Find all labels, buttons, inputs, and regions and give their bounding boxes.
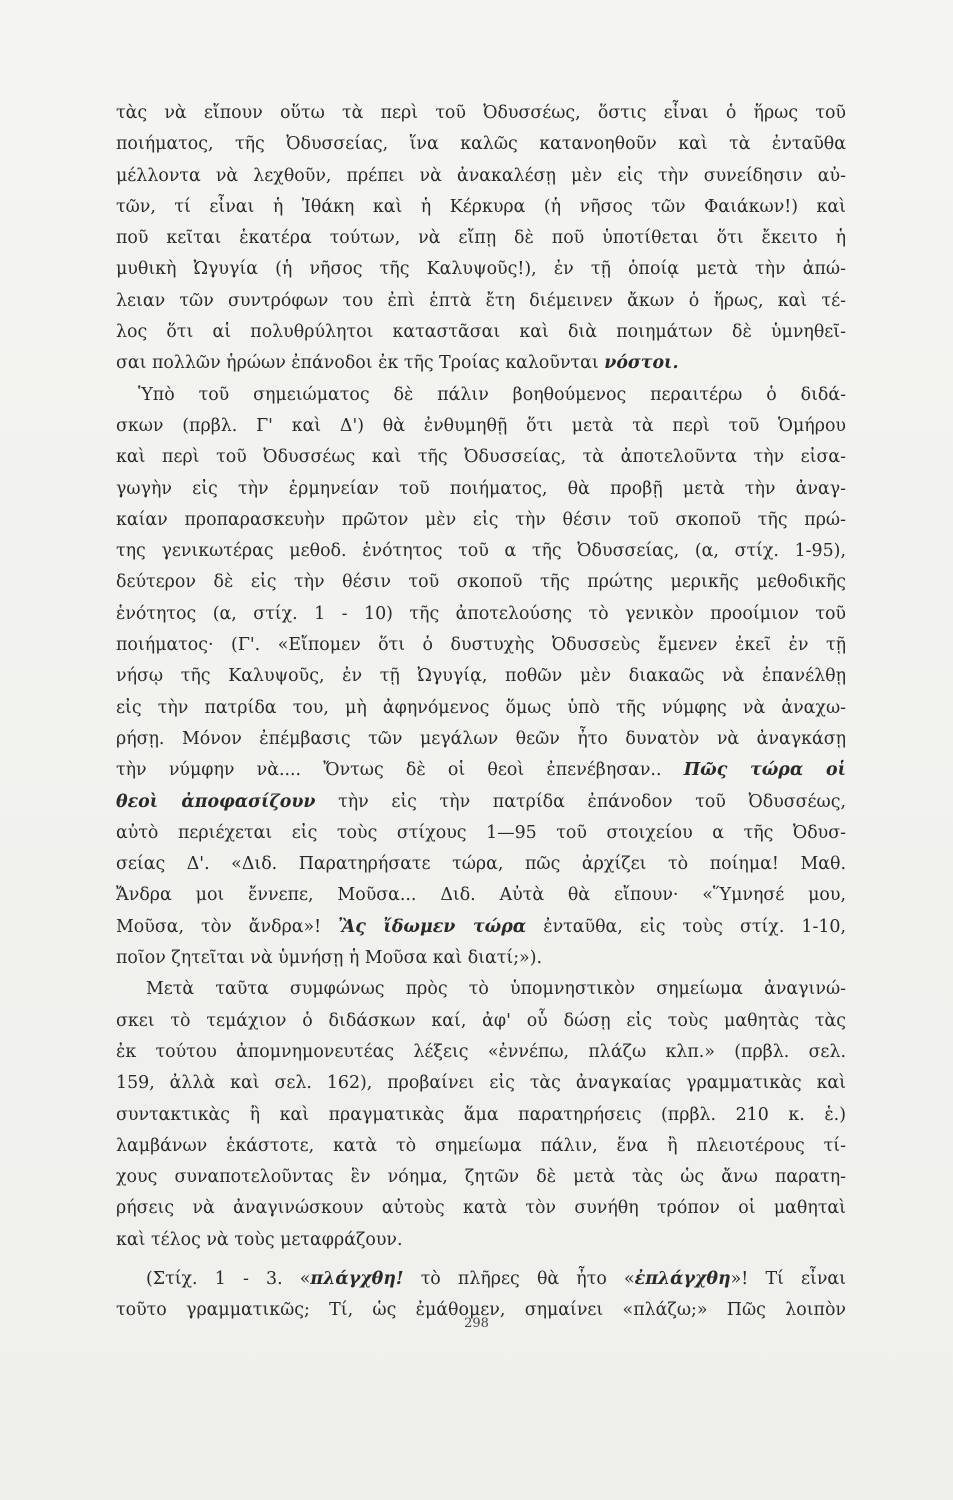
- text-line: μυθικὴ Ὠγυγία (ἡ νῆσος τῆς Καλυψοῦς!), ἐν τῇ ὁποίᾳ μετὰ τὴν ἀπώ-: [116, 259, 846, 280]
- text-line: τὰς νὰ εἴπουν οὕτω τὰ περὶ τοῦ Ὀδυσσέως, ὅστις εἶναι ὁ ἥρως τοῦ: [116, 103, 846, 123]
- emphasis-idomen: Ἂς ἴδωμεν τώρα: [338, 916, 527, 937]
- text-line: δεύτερον δὲ εἰς τὴν θέσιν τοῦ σκοποῦ τῆς πρώτης μερικῆς μεθοδικῆς: [116, 572, 846, 593]
- text-line: σείας Δ'. «Διδ. Παρατηρήσατε τώρα, πῶς ἀρχίζει τὸ ποίημα! Μαθ.: [116, 854, 846, 875]
- text-line: ρήσῃ. Μόνον ἐπέμβασις τῶν μεγάλων θεῶν ἦτο δυνατὸν νὰ ἀναγκάσῃ: [116, 728, 846, 749]
- text-line: της γενικωτέρας μεθοδ. ἑνότητος τοῦ α τῆς Ὀδυσσείας, (α, στίχ. 1-95),: [116, 541, 846, 562]
- text-line: ἑνότητος (α, στίχ. 1 - 10) τῆς ἀποτελούσης τὸ γενικὸν προοίμιον τοῦ: [116, 603, 846, 624]
- text-line: καίαν προπαρασκευὴν πρῶτον μὲν εἰς τὴν θέσιν τοῦ σκοποῦ τῆς πρώ-: [116, 509, 846, 530]
- text-line: αὐτὸ περιέχεται εἰς τοὺς στίχους 1—95 τοῦ στοιχείου α τῆς Ὀδυσ-: [116, 822, 846, 843]
- text-line: λειαν τῶν συντρόφων του ἐπὶ ἑπτὰ ἔτη διέμεινεν ἄκων ὁ ἥρως, καὶ τέ-: [116, 290, 846, 311]
- text-line: συντακτικὰς ἢ καὶ πραγματικὰς ἅμα παρατηρήσεις (πρβλ. 210 κ. ἑ.): [116, 1104, 846, 1125]
- paragraph-gap: [116, 1256, 846, 1264]
- emphasis-eplangthe: ἐπλάγχθη: [634, 1268, 731, 1289]
- text-line: λαμβάνων ἑκάστοτε, κατὰ τὸ σημείωμα πάλιν, ἕνα ἢ πλειοτέρους τί-: [116, 1135, 846, 1156]
- text-line: ποιήματος· (Γ'. «Εἴπομεν ὅτι ὁ δυστυχὴς Ὀδυσσεὺς ἔμενεν ἐκεῖ ἐν τῇ: [116, 635, 846, 656]
- text-line: τὴν νύμφην νὰ.... Ὄντως δὲ οἱ θεοὶ ἐπενέβησαν.. Πῶς τώρα οἱ: [116, 760, 846, 781]
- text-line: ποῖον ζητεῖται νὰ ὑμνήσῃ ἡ Μοῦσα καὶ διατί;»).: [116, 948, 543, 969]
- text-line: σκει τὸ τεμάχιον ὁ διδάσκων καί, ἀφ' οὗ δώσῃ εἰς τοὺς μαθητὰς τὰς: [116, 1010, 846, 1031]
- emphasis-theoi: θεοὶ ἀποφασίζουν: [116, 791, 316, 812]
- paragraph-start: (Στίχ. 1 - 3. «πλάγχθη! τὸ πλῆρες θὰ ἦτο «ἐπλάγχθη»! Τί εἶναι: [146, 1268, 846, 1289]
- page-number: 298: [464, 1316, 489, 1331]
- text-line: τῶν, τί εἶναι ἡ Ἰθάκη καὶ ἡ Κέρκυρα (ἡ νῆσος τῶν Φαιάκων!) καὶ: [116, 196, 846, 217]
- body-text: [116, 98, 846, 1327]
- text-line: Ἄνδρα μοι ἔννεπε, Μοῦσα... Διδ. Αὐτὰ θὰ εἴπουν· «Ὕμνησέ μου,: [116, 885, 846, 906]
- paragraph-start: Ὑπὸ τοῦ σημειώματος δὲ πάλιν βοηθούμενος περαιτέρω ὁ διδά-: [138, 384, 846, 405]
- text-line: ρήσεις νὰ ἀναγινώσκουν αὐτοὺς κατὰ τὸν συνήθη τρόπον οἱ μαθηταὶ: [116, 1198, 846, 1219]
- text-line: σαι πολλῶν ἡρώων ἐπάνοδοι ἐκ τῆς Τροίας καλοῦνται νόστοι.: [116, 353, 679, 374]
- text-line: λος ὅτι αἱ πολυθρύλητοι καταστᾶσαι καὶ διὰ ποιημάτων δὲ ὑμνηθεῖ-: [116, 322, 846, 343]
- paragraph-start: Μετὰ ταῦτα συμφώνως πρὸς τὸ ὑπομνηστικὸν σημείωμα ἀναγινώ-: [146, 979, 846, 1000]
- emphasis-nostoi: νόστοι.: [604, 353, 679, 374]
- text-line: ποῦ κεῖται ἑκατέρα τούτων, νὰ εἴπῃ δὲ ποῦ ὑποτίθεται ὅτι ἔκειτο ἡ: [116, 228, 846, 249]
- text-line: χους συναποτελοῦντας ἓν νόημα, ζητῶν δὲ μετὰ τὰς ὡς ἄνω παρατη-: [116, 1167, 846, 1188]
- text-line: καὶ τέλος νὰ τοὺς μεταφράζουν.: [116, 1229, 403, 1250]
- text-line: καὶ περὶ τοῦ Ὀδυσσέως καὶ τῆς Ὀδυσσείας, τὰ ἀποτελοῦντα τὴν εἰσα-: [116, 447, 846, 468]
- text-line: γωγὴν εἰς τὴν ἑρμηνείαν τοῦ ποιήματος, θὰ προβῇ μετὰ τὴν ἀναγ-: [116, 478, 846, 499]
- text-line: μέλλοντα νὰ λεχθοῦν, πρέπει νὰ ἀνακαλέσῃ μὲν εἰς τὴν συνείδησιν αὐ-: [116, 165, 846, 186]
- text-line: θεοὶ ἀποφασίζουν τὴν εἰς τὴν πατρίδα ἐπάνοδον τοῦ Ὀδυσσέως,: [116, 791, 846, 812]
- text-line: 159, ἀλλὰ καὶ σελ. 162), προβαίνει εἰς τὰς ἀναγκαίας γραμματικὰς καὶ: [116, 1073, 846, 1094]
- emphasis-plangthe: πλάγχθη!: [310, 1268, 404, 1289]
- text-line: τοῦτο γραμματικῶς; Τί, ὡς ἐμάθομεν, σημαίνει «πλάζω;» Πῶς λοιπὸν: [116, 1300, 846, 1321]
- text-line: εἰς τὴν πατρίδα του, μὴ ἀφηνόμενος ὅμως ὑπὸ τῆς νύμφης νὰ ἀναχω-: [116, 697, 846, 718]
- text-line: ποιήματος, τῆς Ὀδυσσείας, ἵνα καλῶς κατανοηθοῦν καὶ τὰ ἐνταῦθα: [116, 134, 846, 155]
- text-line: σκων (πρβλ. Γ' καὶ Δ') θὰ ἐνθυμηθῇ ὅτι μετὰ τὰ περὶ τοῦ Ὁμήρου: [116, 415, 846, 436]
- text-line: Μοῦσα, τὸν ἄνδρα»! Ἂς ἴδωμεν τώρα ἐνταῦθα, εἰς τοὺς στίχ. 1-10,: [116, 916, 846, 937]
- emphasis-pos-tora: Πῶς τώρα οἱ: [683, 760, 846, 781]
- text-line: ἐκ τούτου ἀπομνημονευτέας λέξεις «ἐννέπω, πλάζω κλπ.» (πρβλ. σελ.: [116, 1041, 846, 1062]
- text-line: νήσῳ τῆς Καλυψοῦς, ἐν τῇ Ὠγυγίᾳ, ποθῶν μὲν διακαῶς νὰ ἐπανέλθῃ: [116, 666, 846, 687]
